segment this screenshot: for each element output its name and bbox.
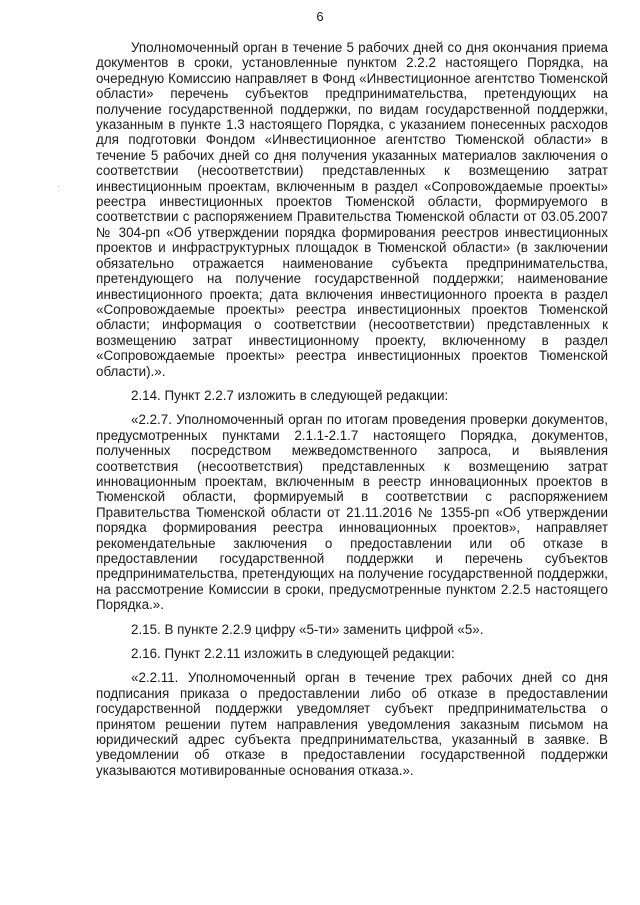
paragraph-item-2-16: 2.16. Пункт 2.2.11 изложить в следующей редакции: (131, 646, 455, 662)
margin-mark (58, 186, 59, 187)
paragraph-clause-2-2-11: «2.2.11. Уполномоченный орган в течение трех рабочих дней со дня подписания приказа о предоставлении либо об отказе в предоставлении государственной поддержки уведомляет субъект предпринимательства о принятом решении путем направления уведомления заказным письмом на юридический адрес субъекта предпринимательства, указанный в заявке. В уведомлении об отказе в предоставлении государственной поддержки указываются мотивированные основания отказа.». (96, 670, 608, 778)
paragraph-item-2-14: 2.14. Пункт 2.2.7 изложить в следующей редакции: (131, 387, 449, 403)
paragraph-agency-conclusion: Уполномоченный орган в течение 5 рабочих дней со дня окончания приема документов в сроки, установленные пунктом 2.2.2 настоящего Порядка, на очередную Комиссию направляет в Фонд «Инвестиционное агентство Тюменской области» перечень субъектов предпринимательства, претендующих на получение государственной поддержки, по видам государственной поддержки, указанным в пункте 1.3 настоящего Порядка, с указанием понесенных расходов для подготовки Фондом «Инвестиционное агентство Тюменской области» в течение 5 рабочих дней со дня получения указанных материалов заключения о соответствии (несоответствии) представленных к возмещению затрат инвестиционным проектам, включенным в раздел «Сопровождаемые проекты» реестра инвестиционных проектов Тюменской области, формируемого в соответствии с распоряжением Правительства Тюменской области от 03.05.2007 № 304-рп «Об утверждении порядка формирования реестров инвестиционных проектов и инфраструктурных площадок в Тюменской области» (в заключении обязательно отражается наименование субъекта предпринимательства, претендующего на получение государственной поддержки; наименование инвестиционного проекта; дата включения инвестиционного проекта в раздел «Сопровождаемые проекты» реестра инвестиционных проектов Тюменской области; информация о соответствии (несоответствии) представленных к возмещению затрат инвестиционному проекту, включенному в раздел «Сопровождаемые проекты» реестра инвестиционных проектов Тюменской области).». (96, 40, 608, 379)
document-body (96, 40, 608, 778)
page-number: 6 (316, 9, 324, 24)
paragraph-item-2-15: 2.15. В пункте 2.2.9 цифру «5-ти» заменить цифрой «5». (131, 621, 484, 637)
paragraph-clause-2-2-7: «2.2.7. Уполномоченный орган по итогам проведения проверки документов, предусмотренных пунктами 2.1.1-2.1.7 настоящего Порядка, документов, полученных посредством межведомственного запроса, и выявления соответствия (несоответствия) представленных к возмещению затрат инновационным проектам, включенным в реестр инновационных проектов в Тюменской области, формируемый в соответствии с распоряжением Правительства Тюменской области от 21.11.2016 № 1355-рп «Об утверждении порядка формирования реестра инновационных проектов», направляет рекомендательные заключения о предоставлении или об отказе в предоставлении государственной поддержки и перечень субъектов предпринимательства, претендующих на получение государственной поддержки, на рассмотрение Комиссии в сроки, предусмотренные пунктом 2.2.5 настоящего Порядка.». (96, 412, 608, 613)
